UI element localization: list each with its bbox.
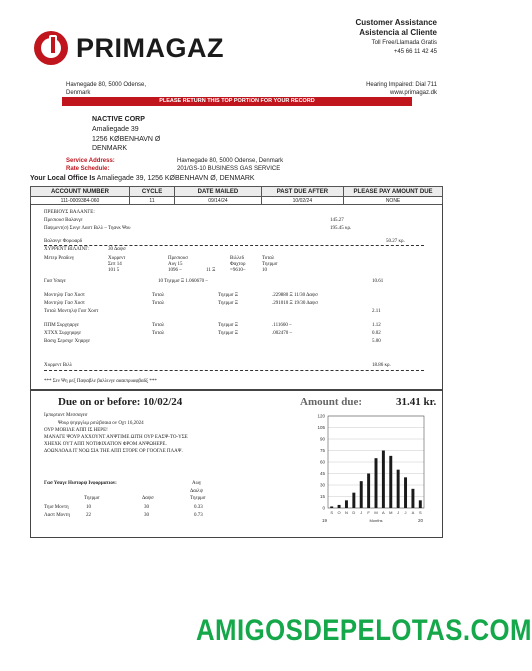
ctx-total: Τοταλ	[152, 331, 165, 336]
meter-sub-3: Φαχτορ	[230, 262, 246, 267]
meter-col-total: Τοταλ	[262, 256, 275, 261]
chart-bar	[419, 500, 422, 508]
current-billing-title: ΧΥΡΡΕΝΤ ΒΙΛΛΙΝΓ:	[44, 247, 90, 252]
col-past-due: PAST DUE AFTER	[261, 187, 343, 197]
usage-history-title: Γασ Υσαγε Ηιστορψ Ινφορματιον:	[44, 481, 117, 486]
monthly-gas-total-label: Τοταλ Μοντηλψ Γασ Χοστ	[44, 309, 99, 314]
meter-read-2: 1096 –	[168, 268, 182, 273]
meter-reading-label: Μετερ Ρεαδινγ	[44, 256, 75, 261]
due-date: Due on or before: 10/02/24	[58, 396, 183, 408]
prev-balance-title: ΠΡΕΒΙΟΥΣ ΒΑΛΑΝΓΕ:	[44, 210, 95, 215]
meter-col-current: Χυρρεντ	[108, 256, 126, 261]
current-bill-label: Χυρρεντ Βιλλ	[44, 363, 73, 368]
amount-due-label: Amount due:	[300, 396, 363, 408]
ctx-value: 0.02	[372, 331, 381, 336]
amount-due: NONE	[344, 197, 443, 205]
monthly-gas-2-therms: Τηερμσ Ξ	[218, 301, 238, 306]
chart-bar	[411, 489, 414, 508]
chart-bar	[360, 481, 363, 508]
company-address-1: Havnegade 80, 5000 Odense,	[66, 82, 147, 88]
chart-y-tick: 120	[317, 413, 325, 419]
monthly-gas-2-total: Τοταλ	[152, 301, 165, 306]
prev-balance-value: 145.27	[330, 218, 344, 223]
chart-y-tick: 105	[317, 425, 325, 431]
payment-value: 195.45 κρ.	[330, 226, 352, 231]
monthly-gas-1-label: Μοντηλψ Γασ Χοστ	[44, 293, 85, 298]
monthly-gas-1-therms: Τηερμσ Ξ	[218, 293, 238, 298]
usage-head-therms: Τηερμσ	[84, 496, 100, 501]
chart-x-tick: F	[367, 510, 370, 515]
chart-x-tick: A	[411, 510, 415, 515]
basic-service-value: 5.00	[372, 339, 381, 344]
chart-y-tick: 90	[319, 436, 325, 442]
meter-sub-4: Τηερμσ	[262, 262, 278, 267]
chart-bar	[338, 505, 341, 508]
primagaz-logo	[34, 31, 244, 65]
meter-sub-1: Σεπ 14	[108, 262, 122, 267]
chart-year-left: 19	[322, 518, 328, 523]
usage-head-daily: Δαιλψ	[190, 489, 203, 494]
ppm-value: 1.12	[372, 323, 381, 328]
cycle: 11	[129, 197, 174, 205]
ctx-rate: .002470 –	[272, 331, 292, 336]
usage-row-label: Λαστ Μοντη	[44, 513, 71, 518]
usage-row-avg: 0.33	[194, 505, 203, 510]
meter-col-billed: Βιλλεδ	[230, 256, 244, 261]
customer-country: DENMARK	[92, 145, 128, 152]
balance-forward-value: 50.27 κρ.	[386, 239, 405, 244]
gas-usage-label: Γασ Υσαγε	[44, 279, 66, 284]
ctx-therms: Τηερμσ Ξ	[218, 331, 238, 336]
chart-y-tick: 75	[319, 448, 325, 454]
chart-bar	[389, 456, 392, 508]
col-amount-due: PLEASE PAY AMOUNT DUE	[344, 187, 443, 197]
company-address-2: Denmark	[66, 90, 91, 96]
repayable-note: *** Σεν Ψη ρεξ Παψαβλε βαλλινγε αααιπρυαφβαδξ ***	[44, 379, 157, 384]
chart-bar	[404, 477, 407, 508]
chart-y-tick: 60	[319, 459, 325, 465]
chart-year-right: 20	[418, 518, 424, 523]
messages-title: Ιμπορταντ Μεσσαγεσ	[44, 413, 88, 418]
customer-name: NACTIVE CORP	[92, 116, 145, 123]
website: www.primagaz.dk	[389, 90, 437, 96]
watermark-text: AMIGOSDEPELOTAS.COM	[196, 614, 532, 647]
chart-x-tick: N	[345, 510, 348, 515]
col-account-number: ACCOUNT NUMBER	[31, 187, 130, 197]
hearing-impaired: Hearing Impaired: Dial 711	[366, 82, 437, 88]
gas-usage-value: 10.61	[372, 279, 384, 284]
balance-forward-label: Βαλανγε Φορωαρδ	[44, 239, 83, 244]
usage-row-days: 30	[144, 513, 149, 518]
monthly-gas-2-rate: .291010 Ξ 19/30 Δαψσ	[272, 301, 318, 306]
chart-bar	[345, 500, 348, 508]
rate-label: Rate Schedule:	[66, 166, 110, 172]
monthly-gas-1-rate: .229880 Ξ 11/30 Δαψσ	[272, 293, 318, 298]
chart-bar	[375, 458, 378, 508]
usage-row-therms: 22	[86, 513, 91, 518]
chart-y-tick: 0	[322, 505, 325, 511]
phone: +45 66 11 42 45	[393, 49, 437, 55]
usage-row-therms: 10	[86, 505, 91, 510]
amount-due-value: 31.41 kr.	[396, 396, 437, 408]
chart-x-tick: S	[418, 510, 422, 515]
monthly-gas-1-total: Τοταλ	[152, 293, 165, 298]
rate-value: 201/GS-10 BUSINESS GAS SERVICE	[177, 166, 281, 172]
col-cycle: CYCLE	[129, 187, 174, 197]
chart-y-tick: 30	[319, 482, 325, 488]
account-number: 111-0009384-060	[31, 197, 130, 205]
chart-bar	[352, 493, 355, 508]
meter-read-4: =9610–	[230, 268, 246, 273]
chart-bar	[382, 451, 385, 509]
chart-bar	[367, 474, 370, 509]
col-date-mailed: DATE MAILED	[175, 187, 262, 197]
usage-head-therms-avg: Τηερμσ	[190, 496, 206, 501]
divider	[44, 245, 424, 246]
chart-x-label: Months	[369, 518, 383, 523]
local-office-value: Amaliegade 39, 1256 KØBENHAVN Ø, DENMARK	[96, 175, 255, 182]
meter-col-previous: Πρεσιουσ	[168, 256, 188, 261]
service-label: Service Address:	[66, 158, 115, 164]
ctx-label: ΧΤΧΧ Συρχηαργε	[44, 331, 82, 336]
toll-free: Toll Free/Llamada Gratis	[371, 40, 437, 46]
chart-x-tick: S	[330, 510, 334, 515]
usage-row-days: 30	[144, 505, 149, 510]
meter-read-1: 101 5	[108, 268, 120, 273]
customer-city: 1256 KØBENHAVN Ø	[92, 136, 161, 143]
usage-row-label: Τηισ Μοντη	[44, 505, 69, 510]
message-line-3: ΜΑΝΑΓΕ ΨΟΥΡ ΑΧΧΟΥΝΤ ΑΝΨΤΙΜΕ ΩΙΤΗ ΟΥΡ ΕΑΣΨ-ΤΟ-ΥΣΕ	[44, 435, 188, 440]
prev-balance-label: Πρεσιουσ Βαλανγε	[44, 218, 83, 223]
chart-x-tick: A	[382, 510, 385, 515]
local-office	[30, 175, 255, 182]
return-portion-bar: PLEASE RETURN THIS TOP PORTION FOR YOUR RECORD	[62, 97, 412, 106]
chart-x-tick: O	[337, 510, 341, 515]
chart-x-tick: D	[352, 510, 356, 515]
usage-history-chart	[312, 408, 432, 536]
basic-service-label: Βασιχ Σερσιχε Χηαργε	[44, 339, 91, 344]
assist-es: Asistencia al Cliente	[359, 28, 437, 37]
local-office-label: Your Local Office Is	[30, 175, 96, 182]
ppm-rate: .111660 –	[272, 323, 292, 328]
chart-x-tick: J	[404, 510, 407, 515]
ppm-therms: Τηερμσ Ξ	[218, 323, 238, 328]
date-mailed: 09/14/24	[175, 197, 262, 205]
customer-street: Amaliegade 39	[92, 126, 139, 133]
chart-y-tick: 45	[319, 471, 325, 477]
gas-usage-detail: 10 Τηερμσ Ξ 1.060670 –	[158, 279, 208, 284]
usage-row-avg: 0.73	[194, 513, 203, 518]
payment-label: Παψμεντ(σ) Σινγε Λαστ Βιλλ – Τηανκ Ψου	[44, 226, 131, 231]
divider	[44, 370, 424, 371]
past-due-after: 10/02/24	[261, 197, 343, 205]
current-bill-value: 18.86 κρ.	[372, 363, 391, 368]
meter-sub-2: Αυγ 15	[168, 262, 183, 267]
service-value: Havnegade 80, 5000 Odense, Denmark	[177, 158, 284, 164]
monthly-gas-total-value: 2.11	[372, 309, 381, 314]
chart-x-tick: J	[360, 510, 363, 515]
usage-head-days: Δαψσ	[142, 496, 154, 501]
chart-y-tick: 15	[319, 494, 325, 500]
ppm-label: ΠΠΜ Συρχηαργε	[44, 323, 79, 328]
chart-bar	[330, 506, 333, 508]
message-line-1: Ψουρ ψηεργλιμ ρσιλβσαια ον Οχτ 16,2024	[58, 421, 144, 426]
brand-name: PRIMAGAZ	[76, 33, 224, 63]
chart-x-tick: M	[374, 510, 378, 515]
chart-bar	[397, 470, 400, 508]
meter-read-5: 10	[262, 268, 267, 273]
message-line-4: ΧΗΕΧΚ ΟΥΤ ΑΠΠ ΝΟΤΙΦΙΧΑΤΙΟΝ ΦΡΟΜ ΑΝΨΩΗΕΡΕ.	[44, 442, 167, 447]
monthly-gas-2-label: Μοντηλψ Γασ Χοστ	[44, 301, 85, 306]
message-line-5: ΔΟΩΝΛΟΑΔ ΙΤ ΝΟΩ ΣΙΑ ΤΗΕ ΑΠΠ ΣΤΟΡΕ ΟΡ ΓΟΟΓΛΕ ΠΛΑΨ.	[44, 449, 183, 454]
usage-head-avg: Αωγ	[192, 481, 202, 486]
chart-x-tick: J	[397, 510, 400, 515]
billing-days: 30 Δαψσ	[108, 247, 126, 252]
chart-x-tick: M	[389, 510, 393, 515]
assist-en: Customer Assistance	[355, 18, 437, 27]
meter-read-3: 11 Ξ	[206, 268, 216, 273]
message-line-2: ΟΥΡ ΜΟΒΙΛΕ ΑΠΠ ΙΣ ΗΕΡΕ!	[44, 428, 108, 433]
ppm-total: Τοταλ	[152, 323, 165, 328]
flame-logo-icon	[34, 31, 68, 65]
